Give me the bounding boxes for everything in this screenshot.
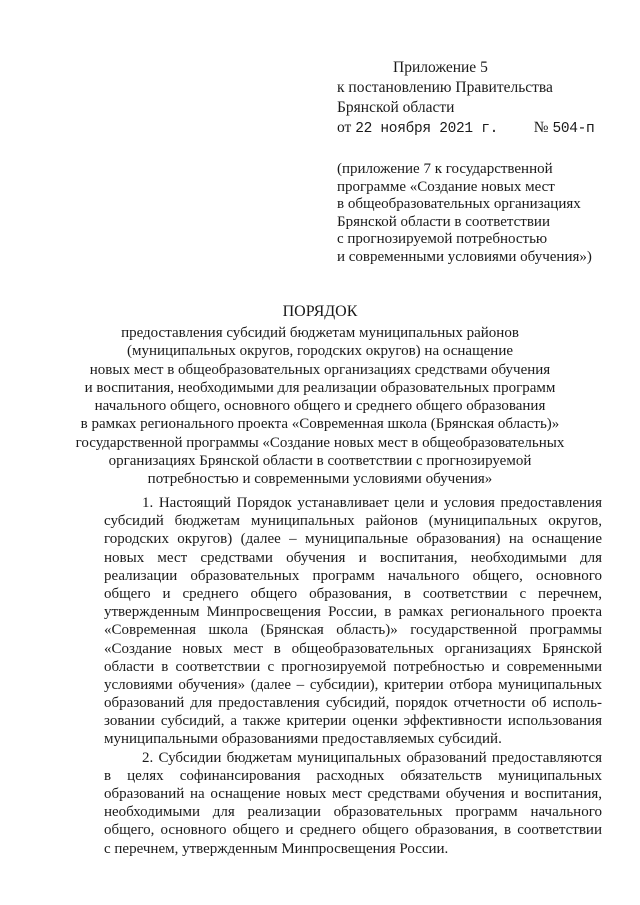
appendix-header <box>337 58 627 266</box>
title-heading: ПОРЯДОК <box>282 303 358 320</box>
subtitle-line: (муниципальных округов, городских округов) на оснащение <box>126 343 513 360</box>
paragraph-line: в целях софинансирования расходных обязательств муниципальных <box>104 767 602 784</box>
number-prefix: № <box>533 119 549 136</box>
paragraph-line: образований для предоставления субсидий, порядок отчетности об исполь- <box>104 695 602 712</box>
subtitle-line: и воспитания, необходимыми для реализации образовательных программ <box>84 379 556 396</box>
paragraph-2 <box>104 749 602 858</box>
appendix-reference <box>337 161 627 266</box>
paragraph-line: муниципальными образованиями предоставляемых субсидий. <box>104 731 502 748</box>
paragraph-1 <box>104 494 602 749</box>
paragraph-line: реализации образовательных программ начального общего, основного <box>104 567 602 584</box>
subtitle-line: государственной программы «Создание новых мест в общеобразовательных <box>75 434 565 451</box>
subtitle-line: предоставления субсидий бюджетам муниципальных районов <box>121 325 519 341</box>
paragraph-line: 2. Субсидии бюджетам муниципальных образований предоставляются <box>142 749 602 766</box>
appendix-title: Приложение 5 <box>393 59 488 76</box>
paragraph-line: городских округов) (далее – муниципальные образования) на оснащение <box>104 531 602 548</box>
reference-line: программе «Создание новых мест <box>337 178 555 195</box>
subtitle-line: организациях Брянской области в соответствии с прогнозируемой <box>108 453 532 470</box>
document-title <box>40 302 600 489</box>
subtitle-line: в рамках регионального проекта «Современная школа (Брянская область)» <box>80 416 560 433</box>
reference-line: Брянской области в соответствии <box>337 213 550 230</box>
paragraph-line: образований на оснащение новых мест средствами обучения и воспитания, <box>104 786 602 802</box>
appendix-region: Брянской области <box>337 99 455 116</box>
paragraph-line: субсидий бюджетам муниципальных районов (муниципальных округов, <box>104 513 602 530</box>
appendix-date-line <box>337 118 627 139</box>
subtitle-line: начального общего, основного общего и среднего общего образования <box>94 398 546 415</box>
reference-line: и современными условиями обучения») <box>337 248 592 265</box>
paragraph-line: «Современная школа (Брянская область)» государственной программы <box>104 622 602 639</box>
resolution-date: 22 ноября 2021 г. <box>355 121 499 137</box>
paragraph-line: «Создание новых мест в общеобразовательных организациях Брянской <box>104 640 602 657</box>
reference-line: в общеобразовательных организациях <box>337 196 581 212</box>
paragraph-line: общего, основного общего и среднего общего образования, в соответствии <box>104 822 602 839</box>
reference-line: с прогнозируемой потребностью <box>337 231 548 247</box>
paragraph-line: необходимыми для реализации образовательных программ начального <box>104 804 602 821</box>
paragraph-line: утвержденным Минпросвещения России, в рамках регионального проекта <box>104 604 602 621</box>
paragraph-line: новых мест средствами обучения и воспитания, необходимыми для <box>104 549 602 566</box>
paragraph-line: с перечнем, утвержденным Минпросвещения России. <box>104 840 449 857</box>
paragraph-line: общего и среднего общего образования, в соответствии с перечнем, <box>104 585 602 602</box>
paragraph-line: условиями обучения» (далее – субсидии), критерии отбора муниципальных <box>104 676 602 693</box>
document-body <box>104 494 602 858</box>
appendix-resolution: к постановлению Правительства <box>337 79 553 96</box>
reference-line: (приложение 7 к государственной <box>337 161 553 177</box>
resolution-number: 504-п <box>552 121 595 137</box>
title-subtitle <box>40 324 600 489</box>
subtitle-line: новых мест в общеобразовательных организациях средствами обучения <box>89 361 551 378</box>
subtitle-line: потребностью и современными условиями обучения» <box>147 471 493 488</box>
date-prefix: от <box>337 119 352 136</box>
paragraph-line: 1. Настоящий Порядок устанавливает цели и условия предоставления <box>142 495 602 511</box>
paragraph-line: зовании субсидий, а также критерии оценки эффективности использования <box>104 713 602 730</box>
paragraph-line: области в соответствии с прогнозируемой потребностью и современными <box>104 658 602 675</box>
